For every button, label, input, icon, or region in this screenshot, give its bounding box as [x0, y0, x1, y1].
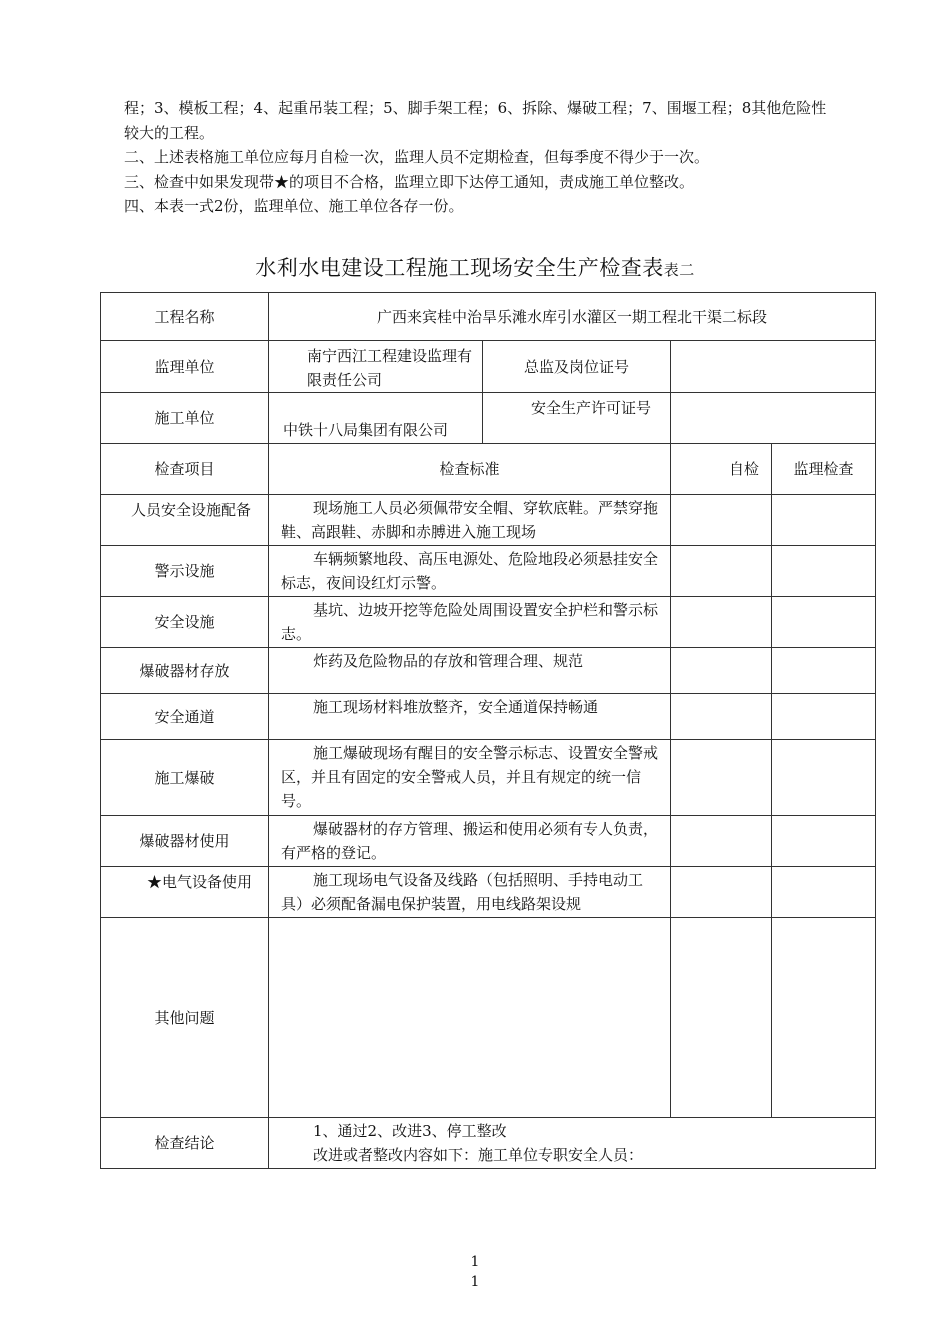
- form-title-suffix: 表二: [663, 261, 695, 279]
- row-self-check[interactable]: [671, 546, 772, 597]
- row-standard: 现场施工人员必须佩带安全帽、穿软底鞋。严禁穿拖鞋、高跟鞋、赤脚和赤膊进入施工现场: [269, 495, 671, 546]
- other-issues-label: 其他问题: [101, 918, 269, 1118]
- notes-block: [124, 96, 894, 219]
- permit-label: 安全生产许可证号: [483, 393, 671, 444]
- other-issues-supervision-check[interactable]: [772, 918, 876, 1118]
- row-self-check[interactable]: [671, 867, 772, 918]
- header-standard: 检查标准: [269, 444, 671, 495]
- conclusion-options: 1、通过2、改进3、停工整改: [313, 1122, 507, 1140]
- row-supervision-check[interactable]: [772, 740, 876, 816]
- row-standard: 基坑、边坡开挖等危险处周围设置安全护栏和警示标志。: [269, 597, 671, 648]
- table-row: [101, 648, 876, 694]
- chief-label: 总监及岗位证号: [483, 341, 671, 393]
- other-issues-content[interactable]: [269, 918, 671, 1118]
- note-line: 较大的工程。: [124, 123, 215, 142]
- project-name-row: [101, 293, 876, 341]
- note-line: 程；3、模板工程；4、起重吊装工程；5、脚手架工程；6、拆除、爆破工程；7、围堰工程；8其他危险性: [124, 99, 827, 117]
- conclusion-row: [101, 1118, 876, 1169]
- form-title: [0, 252, 950, 282]
- table-row: [101, 546, 876, 597]
- row-item: 爆破器材使用: [101, 816, 269, 867]
- table-row: [101, 597, 876, 648]
- conclusion-notes: 改进或者整改内容如下：施工单位专职安全人员：: [313, 1146, 644, 1164]
- note-line: 四、本表一式2份，监理单位、施工单位各存一份。: [124, 197, 464, 215]
- contractor-label: 施工单位: [101, 393, 269, 444]
- row-supervision-check[interactable]: [772, 867, 876, 918]
- permit-value[interactable]: [671, 393, 876, 444]
- header-self-check: 自检: [671, 444, 772, 495]
- conclusion-label: 检查结论: [101, 1118, 269, 1169]
- table-row: [101, 867, 876, 918]
- supervisor-value: 南宁西江工程建设监理有限责任公司: [269, 341, 483, 393]
- form-title-main: 水利水电建设工程施工现场安全生产检查表: [255, 256, 664, 280]
- row-self-check[interactable]: [671, 694, 772, 740]
- header-item: 检查项目: [101, 444, 269, 495]
- header-row: [101, 444, 876, 495]
- other-issues-self-check[interactable]: [671, 918, 772, 1118]
- page-number: 1: [470, 1254, 480, 1270]
- table-row: [101, 495, 876, 546]
- row-item: 安全通道: [101, 694, 269, 740]
- row-self-check[interactable]: [671, 740, 772, 816]
- row-supervision-check[interactable]: [772, 694, 876, 740]
- row-supervision-check[interactable]: [772, 597, 876, 648]
- row-supervision-check[interactable]: [772, 495, 876, 546]
- row-item: 爆破器材存放: [101, 648, 269, 694]
- table-row: [101, 816, 876, 867]
- row-supervision-check[interactable]: [772, 546, 876, 597]
- row-standard: 车辆频繁地段、高压电源处、危险地段必须悬挂安全标志，夜间设红灯示警。: [269, 546, 671, 597]
- table-row: [101, 740, 876, 816]
- row-item: 人员安全设施配备: [101, 495, 269, 546]
- row-standard: 施工爆破现场有醒目的安全警示标志、设置安全警戒区，并且有固定的安全警戒人员，并且有规定的统一信号。: [269, 740, 671, 816]
- header-supervision-check: 监理检查: [772, 444, 876, 495]
- contractor-row: [101, 393, 876, 444]
- chief-value[interactable]: [671, 341, 876, 393]
- row-self-check[interactable]: [671, 816, 772, 867]
- conclusion-content: [269, 1118, 876, 1169]
- inspection-table: [100, 292, 876, 1169]
- note-line: 三、检查中如果发现带★的项目不合格，监理立即下达停工通知，责成施工单位整改。: [124, 172, 695, 191]
- row-standard: 炸药及危险物品的存放和管理合理、规范: [269, 648, 671, 694]
- project-name-label: 工程名称: [101, 293, 269, 341]
- row-item: 安全设施: [101, 597, 269, 648]
- supervisor-row: [101, 341, 876, 393]
- row-self-check[interactable]: [671, 495, 772, 546]
- contractor-value: 中铁十八局集团有限公司: [269, 393, 483, 444]
- row-supervision-check[interactable]: [772, 816, 876, 867]
- page-number-repeat: 1: [470, 1274, 480, 1290]
- other-issues-row: [101, 918, 876, 1118]
- row-item: 警示设施: [101, 546, 269, 597]
- row-supervision-check[interactable]: [772, 648, 876, 694]
- row-item: 施工爆破: [101, 740, 269, 816]
- supervisor-label: 监理单位: [101, 341, 269, 393]
- row-self-check[interactable]: [671, 597, 772, 648]
- project-name-value: 广西来宾桂中治旱乐滩水库引水灌区一期工程北干渠二标段: [269, 293, 876, 341]
- row-item: ★电气设备使用: [101, 867, 269, 918]
- row-standard: 施工现场材料堆放整齐，安全通道保持畅通: [269, 694, 671, 740]
- row-standard: 爆破器材的存方管理、搬运和使用必须有专人负责，有严格的登记。: [269, 816, 671, 867]
- table-row: [101, 694, 876, 740]
- row-self-check[interactable]: [671, 648, 772, 694]
- row-standard: 施工现场电气设备及线路（包括照明、手持电动工具）必须配备漏电保护装置，用电线路架设规: [269, 867, 671, 918]
- note-line: 二、上述表格施工单位应每月自检一次，监理人员不定期检查，但每季度不得少于一次。: [124, 148, 710, 166]
